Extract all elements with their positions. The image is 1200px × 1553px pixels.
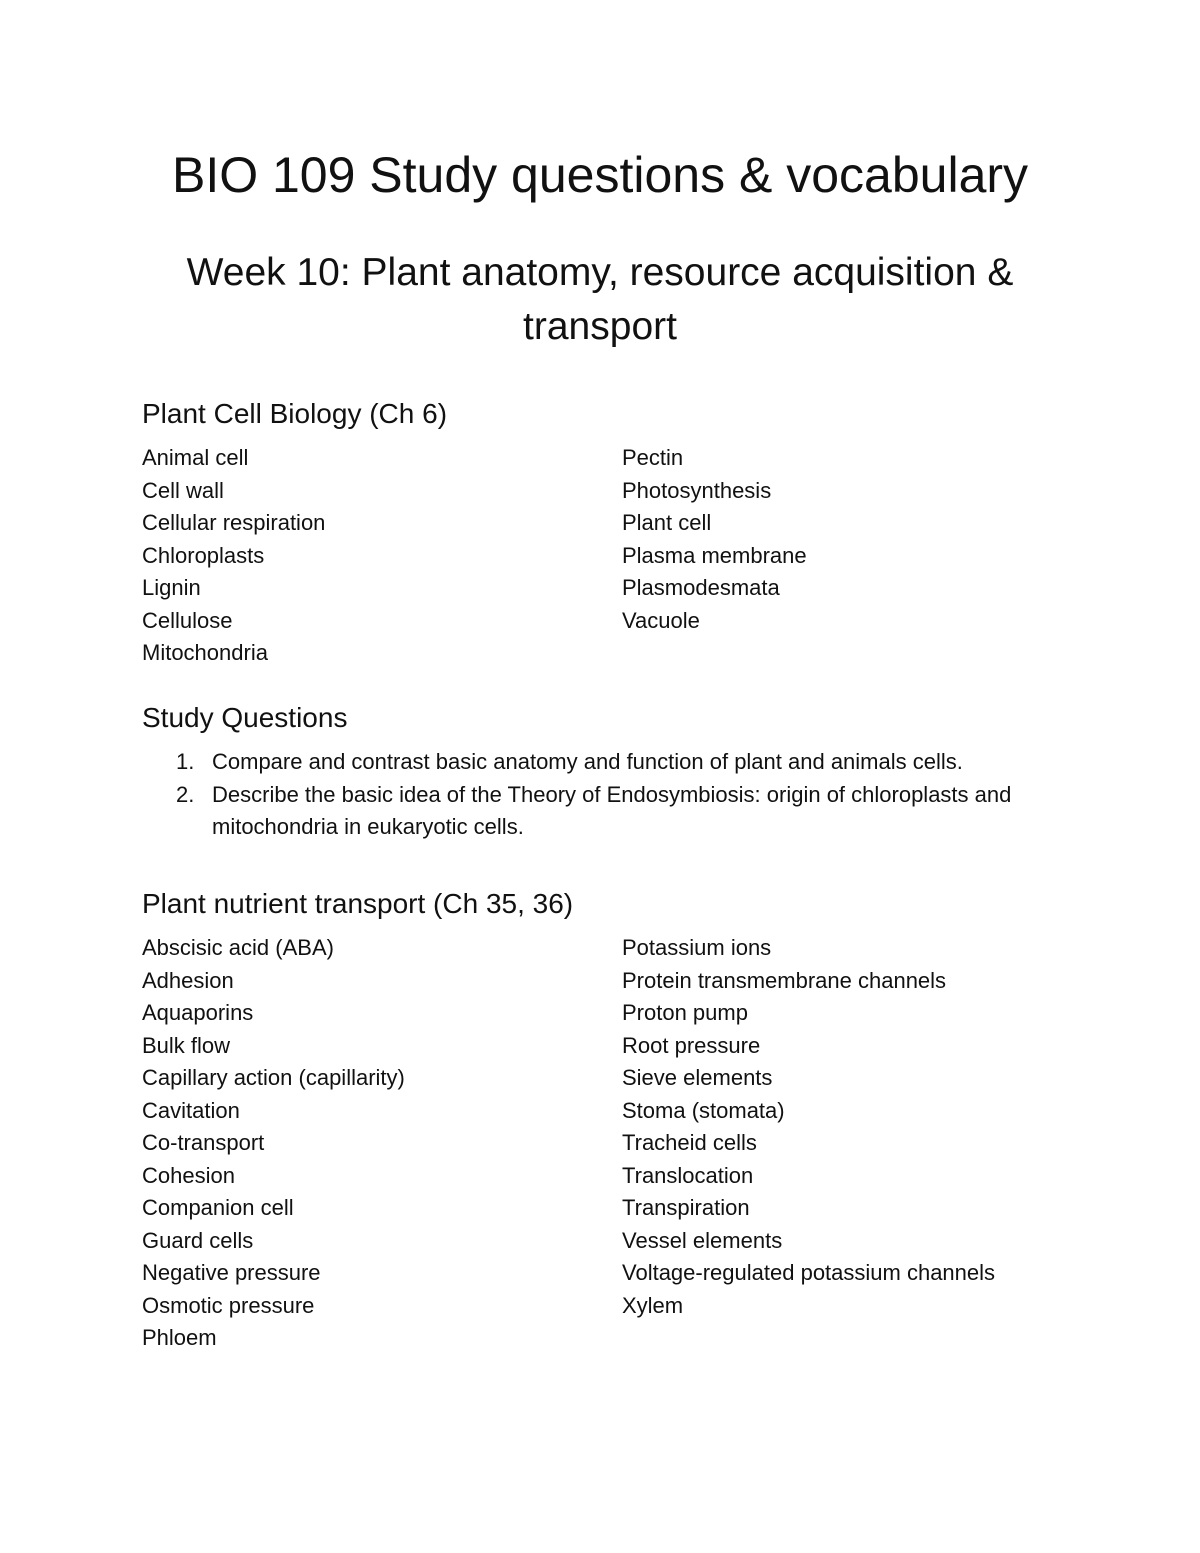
section-plant-cell-biology [142, 396, 1102, 670]
vocabulary-list-left [142, 442, 622, 670]
vocabulary-term: Mitochondria [142, 640, 268, 665]
vocabulary-term: Guard cells [142, 1227, 254, 1253]
vocabulary-term: Stoma (stomata) [622, 1097, 785, 1123]
vocabulary-term: Cellulose [142, 607, 233, 633]
page-subtitle: Week 10: Plant anatomy, resource acquisition & transport [186, 251, 1014, 348]
vocabulary-term: Plasma membrane [622, 542, 807, 568]
section-study-questions [142, 700, 1102, 844]
vocabulary-term: Tracheid cells [622, 1130, 757, 1155]
question-item [142, 779, 1052, 844]
page-title: BIO 109 Study questions & vocabulary [171, 147, 1029, 203]
vocabulary-term: Proton pump [622, 1000, 748, 1025]
vocabulary-term: Cellular respiration [142, 510, 326, 535]
section-heading: Study Questions [142, 702, 348, 733]
question-item [142, 746, 1052, 779]
vocabulary-term: Transpiration [622, 1195, 750, 1220]
vocabulary-term: Cavitation [142, 1097, 240, 1123]
vocabulary-term: Root pressure [622, 1032, 761, 1058]
vocabulary-term: Vacuole [622, 607, 700, 633]
vocabulary-term: Phloem [142, 1325, 217, 1350]
section-heading: Plant Cell Biology (Ch 6) [142, 398, 448, 429]
vocabulary-term: Capillary action (capillarity) [142, 1065, 405, 1090]
vocabulary-list-left [142, 932, 622, 1355]
vocabulary-term: Xylem [622, 1292, 684, 1318]
section-plant-nutrient-transport [142, 886, 1102, 1355]
vocabulary-term: Osmotic pressure [142, 1292, 315, 1318]
question-number: 1. [176, 749, 195, 774]
vocabulary-columns [142, 442, 1102, 670]
question-text: Describe the basic idea of the Theory of Endosymbiosis: origin of chloroplasts and mitochondria in eukaryotic cells. [212, 781, 1012, 839]
vocabulary-term: Plant cell [622, 510, 712, 535]
vocabulary-term: Animal cell [142, 445, 249, 470]
vocabulary-term: Plasmodesmata [622, 575, 780, 600]
vocabulary-list-right [622, 442, 1102, 670]
vocabulary-term: Negative pressure [142, 1260, 321, 1285]
vocabulary-term: Protein transmembrane channels [622, 967, 947, 993]
vocabulary-term: Bulk flow [142, 1032, 231, 1058]
vocabulary-term: Translocation [622, 1162, 754, 1188]
vocabulary-term: Lignin [142, 575, 201, 600]
vocabulary-term: Aquaporins [142, 1000, 254, 1025]
vocabulary-term: Abscisic acid (ABA) [142, 935, 334, 960]
vocabulary-term: Co-transport [142, 1130, 265, 1155]
vocabulary-term: Photosynthesis [622, 477, 772, 503]
vocabulary-term: Pectin [622, 445, 684, 470]
vocabulary-term: Companion cell [142, 1195, 294, 1220]
vocabulary-term: Voltage-regulated potassium channels [622, 1260, 996, 1285]
question-text: Compare and contrast basic anatomy and function of plant and animals cells. [212, 749, 963, 774]
questions-list [142, 746, 1102, 844]
vocabulary-term: Vessel elements [622, 1227, 783, 1253]
vocabulary-term: Chloroplasts [142, 542, 265, 568]
vocabulary-term: Sieve elements [622, 1065, 773, 1090]
vocabulary-columns [142, 932, 1102, 1355]
vocabulary-term: Adhesion [142, 967, 234, 993]
vocabulary-term: Cell wall [142, 477, 224, 503]
vocabulary-term: Potassium ions [622, 935, 772, 960]
vocabulary-term: Cohesion [142, 1162, 235, 1188]
section-heading: Plant nutrient transport (Ch 35, 36) [142, 888, 574, 919]
vocabulary-list-right [622, 932, 1102, 1355]
question-number: 2. [176, 781, 195, 807]
